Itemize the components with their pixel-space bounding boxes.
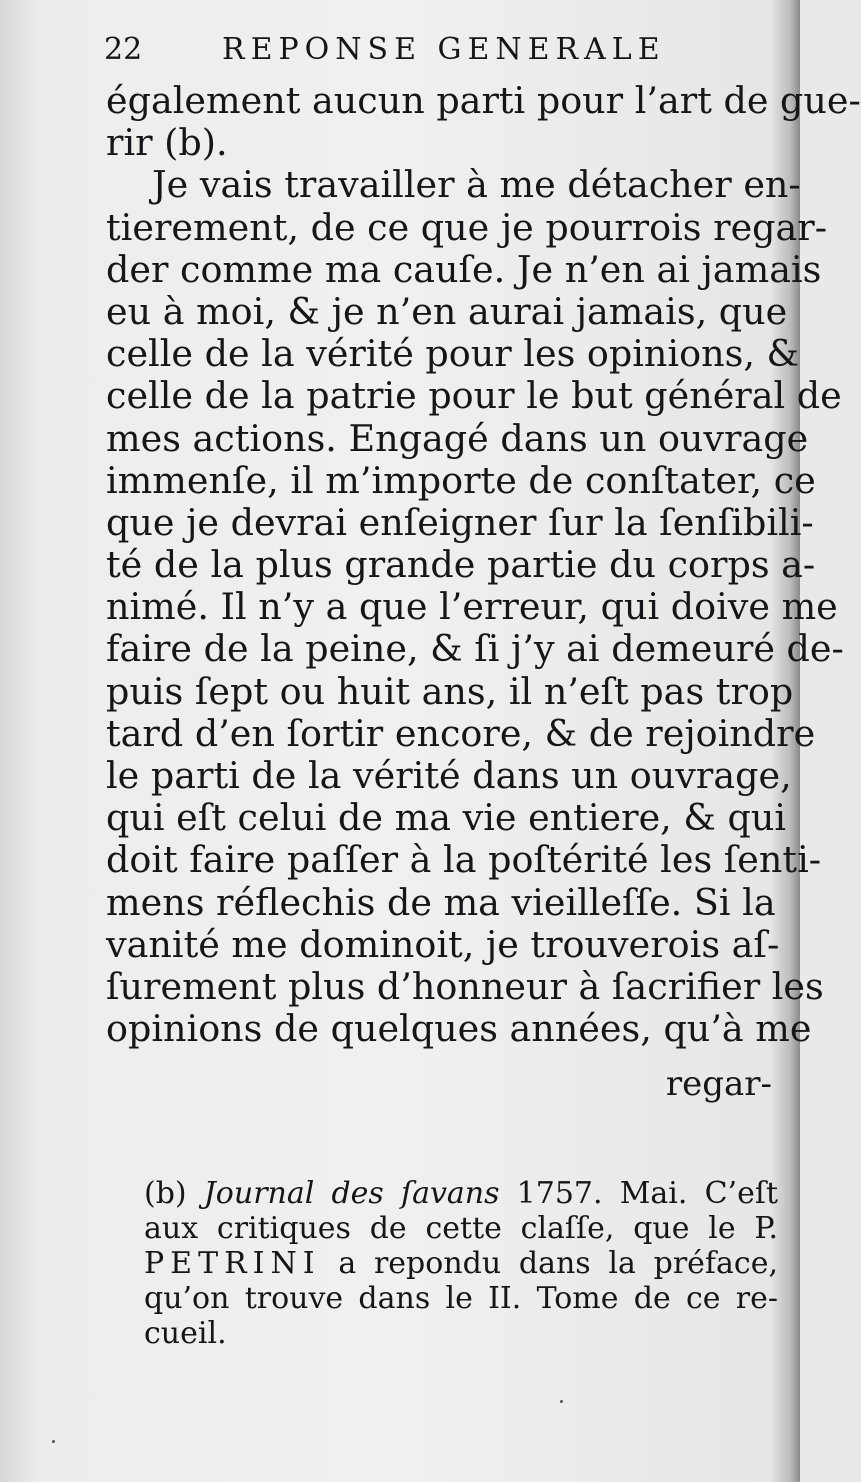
catchword: regar- — [665, 1064, 772, 1104]
text-line: nimé. Il n’y a que l’erreur, qui doive me — [106, 585, 838, 629]
text-line: également aucun parti pour l’art de gue- — [106, 79, 861, 122]
paper-speck — [560, 1400, 563, 1403]
footnote-line: cueil. — [144, 1316, 227, 1351]
running-header — [104, 30, 704, 70]
text-line: tierement, de ce que je pourrois regar- — [106, 205, 828, 249]
paper-speck — [52, 1440, 55, 1443]
text-line: der comme ma cauſe. Je n’en ai jamais — [106, 247, 822, 291]
text-line: celle de la vérité pour les opinions, & — [106, 332, 800, 376]
footnote-journal: Journal des ſavans — [203, 1176, 500, 1211]
text-line: faire de la peine, & ſi j’y ai demeuré de- — [106, 627, 844, 671]
footnote-line: aux critiques de cette claſſe, que le P. — [144, 1211, 778, 1246]
footnote-line: qu’on trouve dans le II. Tome de ce re- — [144, 1281, 778, 1316]
text-line: qui eſt celui de ma vie entiere, & qui — [106, 796, 787, 840]
text-line: ſurement plus d’honneur à ſacrifier les — [106, 964, 824, 1008]
footnote-marker: (b) — [144, 1176, 187, 1211]
footnote-text: C’eſt — [704, 1176, 778, 1211]
text-line: mens réflechis de ma vieilleſſe. Si la — [106, 880, 776, 924]
text-line: celle de la patrie pour le but général de — [106, 374, 842, 418]
footnote-text: a repondu dans la préface, — [338, 1246, 778, 1281]
footnote-date: 1757. Mai. — [516, 1176, 688, 1211]
text-line: vanité me dominoit, je trouverois aſ- — [106, 922, 780, 966]
text-line: que je devrai enſeigner ſur la ſenſibili- — [106, 500, 814, 544]
text-line: doit faire paſſer à la poſtérité les ſenti- — [106, 838, 822, 882]
text-line: le parti de la vérité dans un ouvrage, — [106, 754, 792, 797]
footnote — [144, 1176, 778, 1351]
text-line: té de la plus grande partie du corps a- — [106, 543, 816, 587]
text-line: puis ſept ou huit ans, il n’eſt pas trop — [106, 669, 794, 713]
page-number: 22 — [104, 32, 143, 67]
text-line: Je vais travailler à me détacher en- — [152, 163, 801, 207]
text-line: immenſe, il m’importe de conſtater, ce — [106, 458, 816, 502]
text-line: opinions de quelques années, qu’à me — [106, 1007, 812, 1051]
running-title: REPONSE GENERALE — [222, 32, 666, 67]
text-line: rir (b). — [106, 121, 228, 165]
text-line: eu à moi, & je n’en aurai jamais, que — [106, 289, 788, 333]
main-text — [106, 79, 861, 1051]
text-line: mes actions. Engagé dans un ouvrage — [106, 416, 809, 460]
text-line: tard d’en ſortir encore, & de rejoindre — [106, 711, 816, 755]
footnote-author: PETRINI — [144, 1246, 321, 1281]
